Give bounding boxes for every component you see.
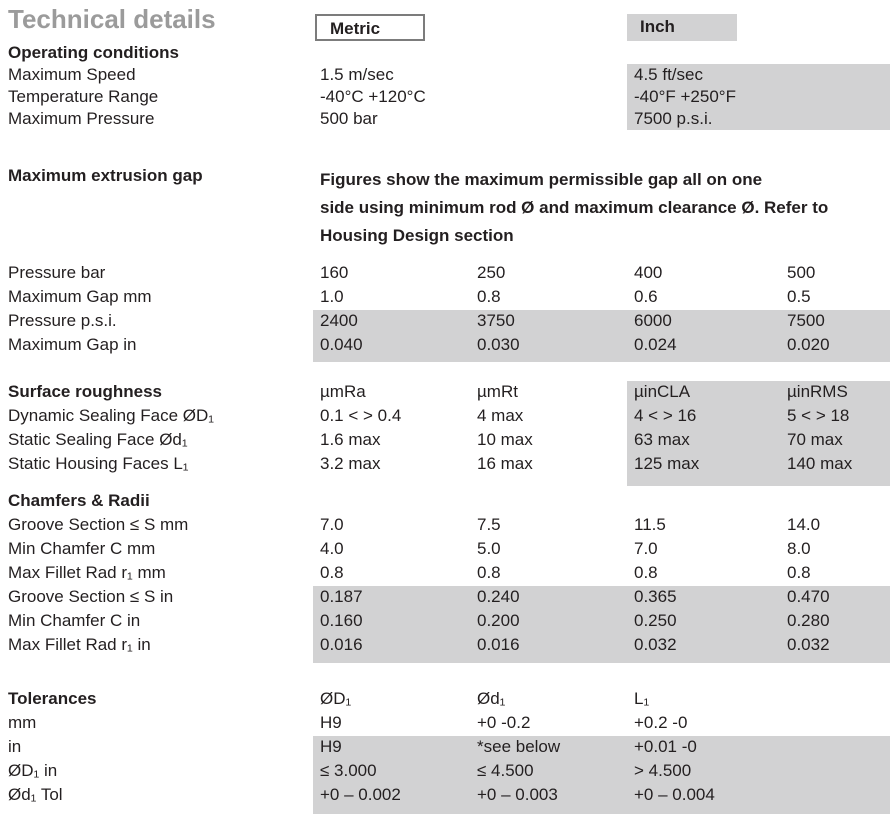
cell-value: 0.8 <box>477 287 501 306</box>
column-header: µinCLA <box>627 381 780 405</box>
metric-column-header: Metric <box>315 14 425 41</box>
column-header: µinRMS <box>780 381 890 405</box>
spec-row <box>8 86 890 108</box>
cell-value: 16 max <box>477 454 533 473</box>
pressure-gap-table <box>8 262 890 362</box>
cell-value: 0.8 <box>787 563 811 582</box>
cell-value: 10 max <box>477 430 533 449</box>
spec-row <box>8 634 890 658</box>
cell-value: 125 max <box>627 453 780 477</box>
gray-pad-row <box>8 477 890 486</box>
cell-value: 500 <box>787 263 816 282</box>
cell-value: 6000 <box>627 310 780 334</box>
row-label: Static Housing Faces L₁ <box>8 454 189 473</box>
row-label: Maximum Pressure <box>8 109 155 128</box>
spec-row <box>8 453 890 477</box>
cell-value: 0.365 <box>627 586 780 610</box>
inch-value: 7500 p.s.i. <box>627 108 890 130</box>
spec-row <box>8 784 890 808</box>
section-header-row <box>8 490 890 514</box>
cell-value: 0.160 <box>313 610 470 634</box>
cell-value: 0.1 < > 0.4 <box>320 406 402 425</box>
row-label: Temperature Range <box>8 87 159 106</box>
cell-value: 0.020 <box>780 334 890 358</box>
extrusion-gap-heading: Maximum extrusion gap <box>8 166 203 185</box>
row-label: Dynamic Sealing Face ØD₁ <box>8 406 215 425</box>
row-label: Groove Section ≤ S mm <box>8 515 189 534</box>
extrusion-gap-description <box>320 166 886 250</box>
description-line: Figures show the maximum permissible gap all on one <box>320 170 763 189</box>
spec-row <box>8 286 890 310</box>
cell-value: 0.6 <box>634 287 658 306</box>
cell-value: H9 <box>313 736 470 760</box>
metric-value: 500 bar <box>320 109 378 128</box>
cell-value: 0.024 <box>627 334 780 358</box>
row-label: Max Fillet Rad r₁ in <box>8 635 151 654</box>
row-label: Pressure p.s.i. <box>8 311 117 330</box>
cell-value: 0.280 <box>780 610 890 634</box>
spec-row <box>8 760 890 784</box>
cell-value: 0.240 <box>470 586 627 610</box>
section-header-row <box>8 42 890 64</box>
spec-row <box>8 586 890 610</box>
tolerances-table <box>8 688 890 814</box>
gray-pad-row <box>8 808 890 814</box>
cell-value: 0.032 <box>627 634 780 658</box>
cell-value: 5.0 <box>477 539 501 558</box>
spec-row <box>8 108 890 130</box>
cell-value: 7.0 <box>320 515 344 534</box>
cell-value: 0.8 <box>634 563 658 582</box>
surface-roughness-table <box>8 381 890 486</box>
row-label: Ød₁ Tol <box>8 785 63 804</box>
spec-row <box>8 712 890 736</box>
row-label: in <box>8 737 22 756</box>
row-label: Maximum Gap mm <box>8 287 152 306</box>
column-header: Ød₁ <box>477 689 506 708</box>
cell-value: *see below <box>470 736 627 760</box>
cell-value: 4 max <box>477 406 524 425</box>
inch-column-header: Inch <box>627 14 737 41</box>
spec-row <box>8 262 890 286</box>
spec-row <box>8 562 890 586</box>
gray-pad-row <box>8 658 890 663</box>
cell-value: 5 < > 18 <box>780 405 890 429</box>
section-heading: Operating conditions <box>8 43 179 62</box>
cell-value: ≤ 4.500 <box>470 760 627 784</box>
page-title: Technical details <box>8 4 216 34</box>
cell-value: 7.5 <box>477 515 501 534</box>
cell-value: H9 <box>320 713 342 732</box>
section-heading: Tolerances <box>8 689 97 708</box>
row-label: Min Chamfer C mm <box>8 539 156 558</box>
section-header-row <box>8 381 890 405</box>
row-label: Pressure bar <box>8 263 106 282</box>
spec-row <box>8 538 890 562</box>
spec-row <box>8 405 890 429</box>
gray-pad-row <box>8 358 890 362</box>
cell-value: 0.8 <box>477 563 501 582</box>
cell-value: 1.0 <box>320 287 344 306</box>
cell-value: 4.0 <box>320 539 344 558</box>
cell-value: 8.0 <box>787 539 811 558</box>
spec-row <box>8 736 890 760</box>
column-header: µmRt <box>477 382 518 401</box>
cell-value: +0 -0.2 <box>477 713 531 732</box>
column-header: ØD₁ <box>320 689 352 708</box>
cell-value: 70 max <box>780 429 890 453</box>
column-header: µmRa <box>320 382 366 401</box>
spec-row <box>8 64 890 86</box>
cell-value: > 4.500 <box>627 760 890 784</box>
cell-value: 0.016 <box>313 634 470 658</box>
row-label: Groove Section ≤ S in <box>8 587 174 606</box>
cell-value: 0.8 <box>320 563 344 582</box>
cell-value: +0 – 0.004 <box>627 784 890 808</box>
metric-value: 1.5 m/sec <box>320 65 394 84</box>
chamfers-radii-table <box>8 490 890 663</box>
row-label: Maximum Gap in <box>8 335 137 354</box>
row-label: mm <box>8 713 37 732</box>
description-line: Housing Design section <box>320 226 514 245</box>
cell-value: 160 <box>320 263 349 282</box>
cell-value: 0.040 <box>313 334 470 358</box>
cell-value: 0.032 <box>780 634 890 658</box>
section-heading: Chamfers & Radii <box>8 491 150 510</box>
cell-value: 7.0 <box>634 539 658 558</box>
cell-value: 63 max <box>627 429 780 453</box>
cell-value: +0 – 0.003 <box>470 784 627 808</box>
spec-row <box>8 514 890 538</box>
cell-value: 0.5 <box>787 287 811 306</box>
row-label: Maximum Speed <box>8 65 136 84</box>
cell-value: 4 < > 16 <box>627 405 780 429</box>
cell-value: 11.5 <box>634 515 666 534</box>
spec-row <box>8 310 890 334</box>
cell-value: 0.250 <box>627 610 780 634</box>
cell-value: 400 <box>634 263 663 282</box>
cell-value: +0.2 -0 <box>634 713 688 732</box>
row-label: Static Sealing Face Ød₁ <box>8 430 188 449</box>
cell-value: 3.2 max <box>320 454 381 473</box>
section-header-row <box>8 688 890 712</box>
cell-value: 2400 <box>313 310 470 334</box>
spec-row <box>8 429 890 453</box>
cell-value: 14.0 <box>787 515 821 534</box>
spec-row <box>8 334 890 358</box>
cell-value: 0.200 <box>470 610 627 634</box>
cell-value: ≤ 3.000 <box>313 760 470 784</box>
spec-row <box>8 610 890 634</box>
row-label: Max Fillet Rad r₁ mm <box>8 563 166 582</box>
cell-value: 0.470 <box>780 586 890 610</box>
cell-value: 7500 <box>780 310 890 334</box>
cell-value: 140 max <box>780 453 890 477</box>
cell-value: +0.01 -0 <box>627 736 890 760</box>
cell-value: 250 <box>477 263 506 282</box>
cell-value: 0.016 <box>470 634 627 658</box>
column-header: L₁ <box>634 689 650 708</box>
cell-value: 1.6 max <box>320 430 381 449</box>
cell-value: +0 – 0.002 <box>313 784 470 808</box>
cell-value: 0.030 <box>470 334 627 358</box>
operating-conditions-section <box>8 42 890 130</box>
inch-value: -40°F +250°F <box>627 86 890 108</box>
inch-value: 4.5 ft/sec <box>627 64 890 86</box>
row-label: ØD₁ in <box>8 761 58 780</box>
row-label: Min Chamfer C in <box>8 611 141 630</box>
description-line: side using minimum rod Ø and maximum clearance Ø. Refer to <box>320 198 829 217</box>
cell-value: 3750 <box>470 310 627 334</box>
section-heading: Surface roughness <box>8 382 162 401</box>
cell-value: 0.187 <box>313 586 470 610</box>
metric-value: -40°C +120°C <box>320 87 426 106</box>
